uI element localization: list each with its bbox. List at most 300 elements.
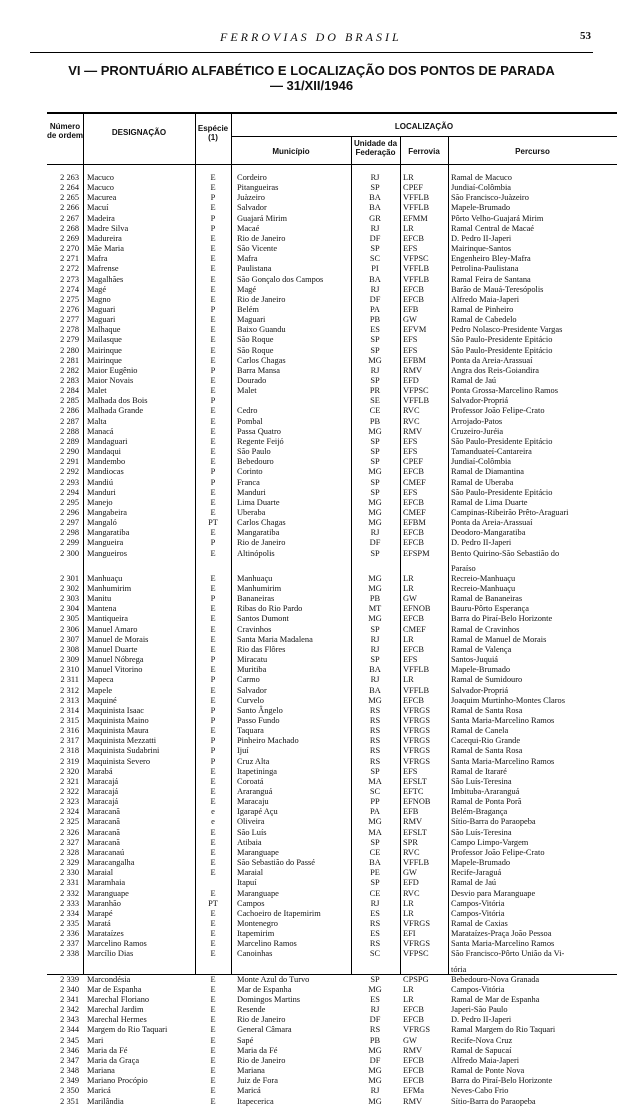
row-municipality: São Roque xyxy=(237,335,274,345)
row-number: 2 287 xyxy=(60,416,79,426)
row-municipality: Baixo Guandu xyxy=(237,325,286,335)
row-species: E xyxy=(210,355,216,365)
row-route: Sítio-Barra do Paraopeba xyxy=(451,817,536,827)
row-number: 2 349 xyxy=(60,1076,79,1086)
row-state: SP xyxy=(370,837,380,847)
row-species: E xyxy=(210,847,216,857)
row-railway: LR xyxy=(403,984,414,994)
row-species: E xyxy=(210,695,216,705)
row-route: Campos-Vitória xyxy=(451,984,505,994)
row-number: 2 299 xyxy=(60,538,79,548)
row-number: 2 304 xyxy=(60,604,79,614)
row-municipality: Santo Ângelo xyxy=(237,705,283,715)
row-designation: Maranguape xyxy=(87,888,129,898)
row-route: Deodoro-Mangaratiba xyxy=(451,528,526,538)
row-designation: Marapé xyxy=(87,908,113,918)
row-municipality: Rio de Janeiro xyxy=(237,294,286,304)
row-designation: Maracanaú xyxy=(87,847,125,857)
row-species: P xyxy=(210,675,216,685)
row-state: GR xyxy=(369,213,381,223)
row-railway: EFB xyxy=(403,304,419,314)
row-species: E xyxy=(210,497,216,507)
row-route: Ramal Margem do Rio Taquari xyxy=(451,1025,556,1035)
row-number: 2 269 xyxy=(60,233,79,243)
row-number: 2 292 xyxy=(60,467,79,477)
row-number: 2 326 xyxy=(60,827,79,837)
row-municipality: Bananeiras xyxy=(237,594,275,604)
row-number: 2 290 xyxy=(60,447,79,457)
row-route: Ramal de Pinheiro xyxy=(451,304,514,314)
row-railway: RVC xyxy=(403,888,420,898)
row-state: BA xyxy=(369,203,381,213)
row-municipality: Monte Azul do Turvo xyxy=(237,974,310,984)
row-number: 2 303 xyxy=(60,594,79,604)
row-state: SC xyxy=(369,949,381,959)
row-species: P xyxy=(210,715,216,725)
row-municipality: Mafra xyxy=(237,254,258,264)
row-state: MA xyxy=(368,776,382,786)
row-designation: Mandaqui xyxy=(87,447,121,457)
row-species: E xyxy=(210,995,216,1004)
row-species: P xyxy=(210,594,216,604)
row-route: Ramal de Bananeiras xyxy=(451,594,523,604)
row-designation: Mangaló xyxy=(87,518,117,528)
row-state: PI xyxy=(371,264,379,274)
row-designation: Marechal Hermes xyxy=(87,1015,147,1025)
row-number: 2 296 xyxy=(60,507,79,517)
row-route: Belém-Bragança xyxy=(451,807,508,817)
row-species: E xyxy=(210,1045,216,1055)
section-date: — 31/XII/1946 xyxy=(269,78,354,93)
row-state: MG xyxy=(368,518,382,528)
row-species: P xyxy=(210,477,216,487)
row-state: RJ xyxy=(370,634,380,644)
row-species: P xyxy=(210,304,216,314)
row-route: Marataízes-Praça João Pessoa xyxy=(451,929,552,939)
row-railway: EFB xyxy=(403,807,419,817)
row-municipality: Maranguape xyxy=(237,847,279,857)
row-state: DF xyxy=(369,1015,381,1025)
row-municipality: Maraial xyxy=(237,868,264,878)
row-route: Engenheiro Bley-Mafra xyxy=(451,254,531,264)
row-route: Ramal de Itararé xyxy=(451,766,507,776)
row-railway: VFFLB xyxy=(403,274,430,284)
row-species: E xyxy=(210,254,216,264)
row-designation: Madre Silva xyxy=(87,223,129,233)
row-municipality: Cruz Alta xyxy=(237,756,270,766)
row-designation: Malhaque xyxy=(87,325,121,335)
row-species: P xyxy=(210,705,216,715)
locations-table xyxy=(47,112,617,1106)
row-railway: VFRGS xyxy=(403,756,430,766)
row-municipality: Miracatu xyxy=(237,655,268,665)
row-municipality: Cravinhos xyxy=(237,624,272,634)
row-route: Recreio-Manhuaçu xyxy=(451,573,516,583)
row-number: 2 325 xyxy=(60,817,79,827)
row-designation: Mafrense xyxy=(87,264,119,274)
row-species: E xyxy=(210,376,216,385)
row-number: 2 264 xyxy=(60,183,79,193)
row-designation: Maracangalha xyxy=(87,858,135,868)
row-designation: Manuel Nóbrega xyxy=(87,655,144,665)
row-route: D. Pedro II-Japeri xyxy=(451,233,512,243)
row-railway: VFFLB xyxy=(403,665,430,675)
row-species: PT xyxy=(208,898,218,908)
row-municipality: Cedro xyxy=(237,406,258,416)
row-species: E xyxy=(210,787,216,796)
row-route: Professor João Felipe-Crato xyxy=(451,406,545,416)
row-route: São Paulo-Presidente Epitácio xyxy=(451,335,553,345)
row-railway: VFRGS xyxy=(403,1025,430,1035)
row-railway: EFCB xyxy=(403,614,424,624)
row-designation: Maior Novais xyxy=(87,376,134,385)
row-state: MG xyxy=(368,1096,382,1106)
row-designation: Mãe Maria xyxy=(87,244,124,254)
row-route: Petrolina-Paulistana xyxy=(451,264,519,274)
row-railway: RMV xyxy=(403,365,423,375)
row-municipality: Santos Dumont xyxy=(237,614,289,624)
row-species: P xyxy=(210,223,216,233)
row-number: 2 286 xyxy=(60,406,79,416)
row-species: P xyxy=(210,655,216,665)
row-designation: Manduri xyxy=(87,487,116,497)
row-route: Salvador-Propriá xyxy=(451,396,509,406)
row-number: 2 265 xyxy=(60,193,79,203)
row-railway: EFCB xyxy=(403,497,424,507)
row-municipality: Campos xyxy=(237,898,265,908)
row-state: MG xyxy=(368,497,382,507)
row-number: 2 266 xyxy=(60,203,79,213)
row-route: Bento Quirino-São Sebastião do xyxy=(451,548,560,558)
row-species: E xyxy=(210,325,216,335)
row-state: MG xyxy=(368,695,382,705)
row-railway: EFCB xyxy=(403,1066,424,1076)
row-route: Santa Maria-Marcelino Ramos xyxy=(451,939,555,949)
row-municipality: São Sebastião do Passé xyxy=(237,858,315,868)
row-designation: Maracanã xyxy=(87,837,121,847)
row-municipality: Ribas do Rio Pardo xyxy=(237,604,303,614)
row-municipality: Corinto xyxy=(237,467,263,477)
row-route: Jundiaí-Colômbia xyxy=(451,457,512,467)
row-railway: RMV xyxy=(403,1096,423,1106)
row-state: SP xyxy=(370,974,380,984)
row-species: E xyxy=(210,1005,216,1015)
row-number: 2 289 xyxy=(60,436,79,446)
row-designation: Mairinque xyxy=(87,355,122,365)
row-number: 2 278 xyxy=(60,325,79,335)
row-municipality: Carmo xyxy=(237,675,260,685)
row-designation: Maracanã xyxy=(87,807,121,817)
row-municipality: Rio de Janeiro xyxy=(237,1015,286,1025)
row-route: Ramal de Ponta Porã xyxy=(451,797,522,807)
row-species: E xyxy=(210,1076,216,1086)
row-number: 2 312 xyxy=(60,685,79,695)
row-route: Ramal de Jaú xyxy=(451,878,497,888)
header-municipio: Município xyxy=(272,147,310,156)
row-route: Ponta da Areia-Arassuaí xyxy=(451,518,533,528)
row-railway: VFRGS xyxy=(403,736,430,746)
row-species: E xyxy=(210,183,216,193)
row-municipality: Maricá xyxy=(237,1086,261,1096)
row-railway: EFS xyxy=(403,244,418,254)
row-municipality: Oliveira xyxy=(237,817,265,827)
row-municipality: Juàzeiro xyxy=(237,193,265,203)
row-designation: Maranhão xyxy=(87,898,121,908)
row-number: 2 321 xyxy=(60,776,79,786)
row-number: 2 270 xyxy=(60,244,79,254)
row-number: 2 297 xyxy=(60,518,79,528)
row-species: E xyxy=(210,604,216,614)
header-especie: Espécie (1) xyxy=(197,124,229,142)
row-route: Ramal de Diamantina xyxy=(451,467,525,477)
row-designation: Marcelino Ramos xyxy=(87,939,147,949)
row-species: E xyxy=(210,888,216,898)
row-railway: SPR xyxy=(403,837,418,847)
row-route: Mapele-Brumado xyxy=(451,665,511,675)
row-species: E xyxy=(210,665,216,675)
row-number: 2 327 xyxy=(60,837,79,847)
row-state: RJ xyxy=(370,1005,380,1015)
row-number: 2 337 xyxy=(60,939,79,949)
row-designation: Macuco xyxy=(87,183,114,193)
row-designation: Marcílio Dias xyxy=(87,949,134,959)
row-designation: Maquiné xyxy=(87,695,117,705)
row-railway: LR xyxy=(403,634,414,644)
row-municipality: Cachoeiro de Itapemirim xyxy=(237,908,321,918)
header-ferrovia: Ferrovia xyxy=(408,147,440,156)
row-railway: LR xyxy=(403,173,414,182)
row-number: 2 334 xyxy=(60,908,79,918)
row-municipality: Passa Quatro xyxy=(237,426,281,436)
row-designation: Maquinista Maino xyxy=(87,715,149,725)
row-number: 2 322 xyxy=(60,787,79,796)
row-municipality: Pinheiro Machado xyxy=(237,736,299,746)
row-state: PB xyxy=(369,416,381,426)
row-state: DF xyxy=(369,1055,381,1065)
row-municipality: São Vicente xyxy=(237,244,278,254)
row-state: RJ xyxy=(370,898,380,908)
row-municipality: Muritiba xyxy=(237,665,267,675)
row-municipality: São Paulo xyxy=(237,447,271,457)
row-species: P xyxy=(210,736,216,746)
row-state: SP xyxy=(370,183,380,193)
row-designation: Mandaguari xyxy=(87,436,128,446)
row-designation: Mapeca xyxy=(87,675,114,685)
row-state: SP xyxy=(370,878,380,888)
row-municipality: Montenegro xyxy=(237,918,278,928)
header-rule-localizacao xyxy=(231,136,617,137)
row-designation: Mailasque xyxy=(87,335,122,345)
row-state: CE xyxy=(369,406,381,416)
header-localizacao: LOCALIZAÇÃO xyxy=(394,122,454,131)
row-municipality: Malet xyxy=(237,386,257,396)
row-state: SE xyxy=(370,396,380,406)
row-designation: Marcondésia xyxy=(87,974,131,984)
row-number: 2 274 xyxy=(60,284,79,294)
row-route: Barra do Piraí-Belo Horizonte xyxy=(451,614,553,624)
row-state: MG xyxy=(368,584,382,593)
row-municipality: Curvelo xyxy=(237,695,264,705)
row-number: 2 332 xyxy=(60,888,79,898)
row-number: 2 285 xyxy=(60,396,79,406)
row-designation: Mafra xyxy=(87,254,108,264)
row-species: E xyxy=(210,173,216,182)
row-species: E xyxy=(210,584,216,593)
row-route: Cruzeiro-Juréia xyxy=(451,426,504,436)
row-railway: VFRGS xyxy=(403,726,430,736)
row-designation: Madeira xyxy=(87,213,115,223)
row-route: Mapele-Brumado xyxy=(451,203,511,213)
row-state: MG xyxy=(368,355,382,365)
row-number: 2 283 xyxy=(60,376,79,385)
row-species: e xyxy=(211,807,215,817)
row-designation: Maracajá xyxy=(87,776,119,786)
row-number: 2 282 xyxy=(60,365,79,375)
row-railway: CMEF xyxy=(403,507,426,517)
row-route: Mapele-Brumado xyxy=(451,858,511,868)
row-municipality: Cordeiro xyxy=(237,173,267,182)
section-title: VI — PRONTUÁRIO ALFABÉTICO E LOCALIZAÇÃO DOS PONTOS DE PARADA xyxy=(68,63,555,78)
row-railway: GW xyxy=(403,594,417,604)
row-route: Campos-Vitória xyxy=(451,908,505,918)
row-species: E xyxy=(210,1055,216,1065)
table-row xyxy=(47,948,617,959)
row-route: Ramal Feira de Santana xyxy=(451,274,531,284)
row-route: Alfredo Maia-Japeri xyxy=(451,1055,520,1065)
row-route: Santa Maria-Marcelino Ramos xyxy=(451,756,555,766)
row-state: PR xyxy=(369,386,381,396)
row-railway: EFBM xyxy=(403,518,426,528)
row-designation: Maguari xyxy=(87,304,116,314)
row-number: 2 307 xyxy=(60,634,79,644)
row-route: Recreio-Manhuaçu xyxy=(451,584,516,593)
row-species: P xyxy=(210,756,216,766)
row-number: 2 309 xyxy=(60,655,79,665)
row-railway: RVC xyxy=(403,406,420,416)
row-number: 2 271 xyxy=(60,254,79,264)
row-designation: Maquinista Maura xyxy=(87,726,149,736)
row-species: E xyxy=(210,487,216,497)
row-number: 2 277 xyxy=(60,315,79,325)
row-state: RS xyxy=(369,715,381,725)
row-species: E xyxy=(210,858,216,868)
row-number: 2 293 xyxy=(60,477,79,487)
row-designation: Macuco xyxy=(87,173,114,182)
row-number: 2 318 xyxy=(60,746,79,756)
row-route: São Francisco-Pôrto União da Vi- xyxy=(451,949,565,959)
row-number: 2 330 xyxy=(60,868,79,878)
row-municipality: Guajará Mirim xyxy=(237,213,288,223)
row-species: E xyxy=(210,244,216,254)
row-state: SP xyxy=(370,457,380,467)
row-railway: LR xyxy=(403,573,414,583)
row-state: ES xyxy=(370,929,380,939)
row-species: P xyxy=(210,365,216,375)
row-state: PB xyxy=(369,594,381,604)
row-state: ES xyxy=(370,908,380,918)
row-designation: Maracanã xyxy=(87,827,121,837)
row-municipality: Mar de Espanha xyxy=(237,984,292,994)
row-state: MG xyxy=(368,1076,382,1086)
row-species: E xyxy=(210,507,216,517)
row-municipality: Itapuí xyxy=(237,878,257,888)
row-species: P xyxy=(210,467,216,477)
row-number: 2 317 xyxy=(60,736,79,746)
row-state: RJ xyxy=(370,675,380,685)
row-route: Ramal de Lima Duarte xyxy=(451,497,528,507)
row-railway: RMV xyxy=(403,1045,423,1055)
row-municipality: Franca xyxy=(237,477,260,487)
row-railway: CMEF xyxy=(403,624,426,634)
row-designation: Manhuaçu xyxy=(87,573,123,583)
row-route: Ramal de Santa Rosa xyxy=(451,746,523,756)
row-designation: Maior Eugênio xyxy=(87,365,138,375)
row-species: E xyxy=(210,766,216,776)
row-state: SP xyxy=(370,376,380,385)
row-species: E xyxy=(210,335,216,345)
row-number: 2 324 xyxy=(60,807,79,817)
row-route: Ramal de Caxias xyxy=(451,918,508,928)
row-species: E xyxy=(210,294,216,304)
page-number: 53 xyxy=(580,30,591,42)
row-number: 2 281 xyxy=(60,355,79,365)
row-designation: Maquinista Sudabrini xyxy=(87,746,160,756)
row-railway: RVC xyxy=(403,416,420,426)
row-species: E xyxy=(210,634,216,644)
row-municipality: São Gonçalo dos Campos xyxy=(237,274,324,284)
row-state: BA xyxy=(369,685,381,695)
row-railway: EFNOB xyxy=(403,604,431,614)
row-route: Mairinque-Santos xyxy=(451,244,512,254)
row-number: 2 272 xyxy=(60,264,79,274)
row-designation: Maramhaia xyxy=(87,878,126,888)
row-route: Jundiaí-Colômbia xyxy=(451,183,512,193)
row-route: D. Pedro II-Japeri xyxy=(451,538,512,548)
row-species: e xyxy=(211,817,215,827)
row-species: E xyxy=(210,233,216,243)
row-number: 2 301 xyxy=(60,573,79,583)
row-species: E xyxy=(210,1015,216,1025)
row-railway: LR xyxy=(403,675,414,685)
row-number: 2 342 xyxy=(60,1005,79,1015)
row-state: RS xyxy=(369,756,381,766)
row-species: E xyxy=(210,573,216,583)
row-species: E xyxy=(210,974,216,984)
row-species: E xyxy=(210,868,216,878)
row-municipality: Lima Duarte xyxy=(237,497,280,507)
row-route: São Paulo-Presidente Epitácio xyxy=(451,436,553,446)
row-species: E xyxy=(210,1025,216,1035)
row-route: Recife-Nova Cruz xyxy=(451,1035,513,1045)
row-route: Sítio-Barra do Paraopeba xyxy=(451,1096,536,1106)
row-designation: Macuí xyxy=(87,203,109,213)
row-number: 2 351 xyxy=(60,1096,79,1106)
row-route: Santos-Juquiá xyxy=(451,655,498,665)
row-state: PB xyxy=(369,315,381,325)
row-number: 2 313 xyxy=(60,695,79,705)
row-species: E xyxy=(210,837,216,847)
row-designation: Maquinista Mezzatti xyxy=(87,736,157,746)
row-municipality: Passo Fundo xyxy=(237,715,280,725)
row-route: Paraíso xyxy=(451,563,476,573)
row-designation: Maraial xyxy=(87,868,114,878)
row-designation: Manuel Vitorino xyxy=(87,665,143,675)
row-designation: Mar de Espanha xyxy=(87,984,142,994)
row-municipality: Carlos Chagas xyxy=(237,518,286,528)
row-designation: Maquinista Severo xyxy=(87,756,151,766)
row-number: 2 305 xyxy=(60,614,79,624)
row-species: E xyxy=(210,1096,216,1106)
